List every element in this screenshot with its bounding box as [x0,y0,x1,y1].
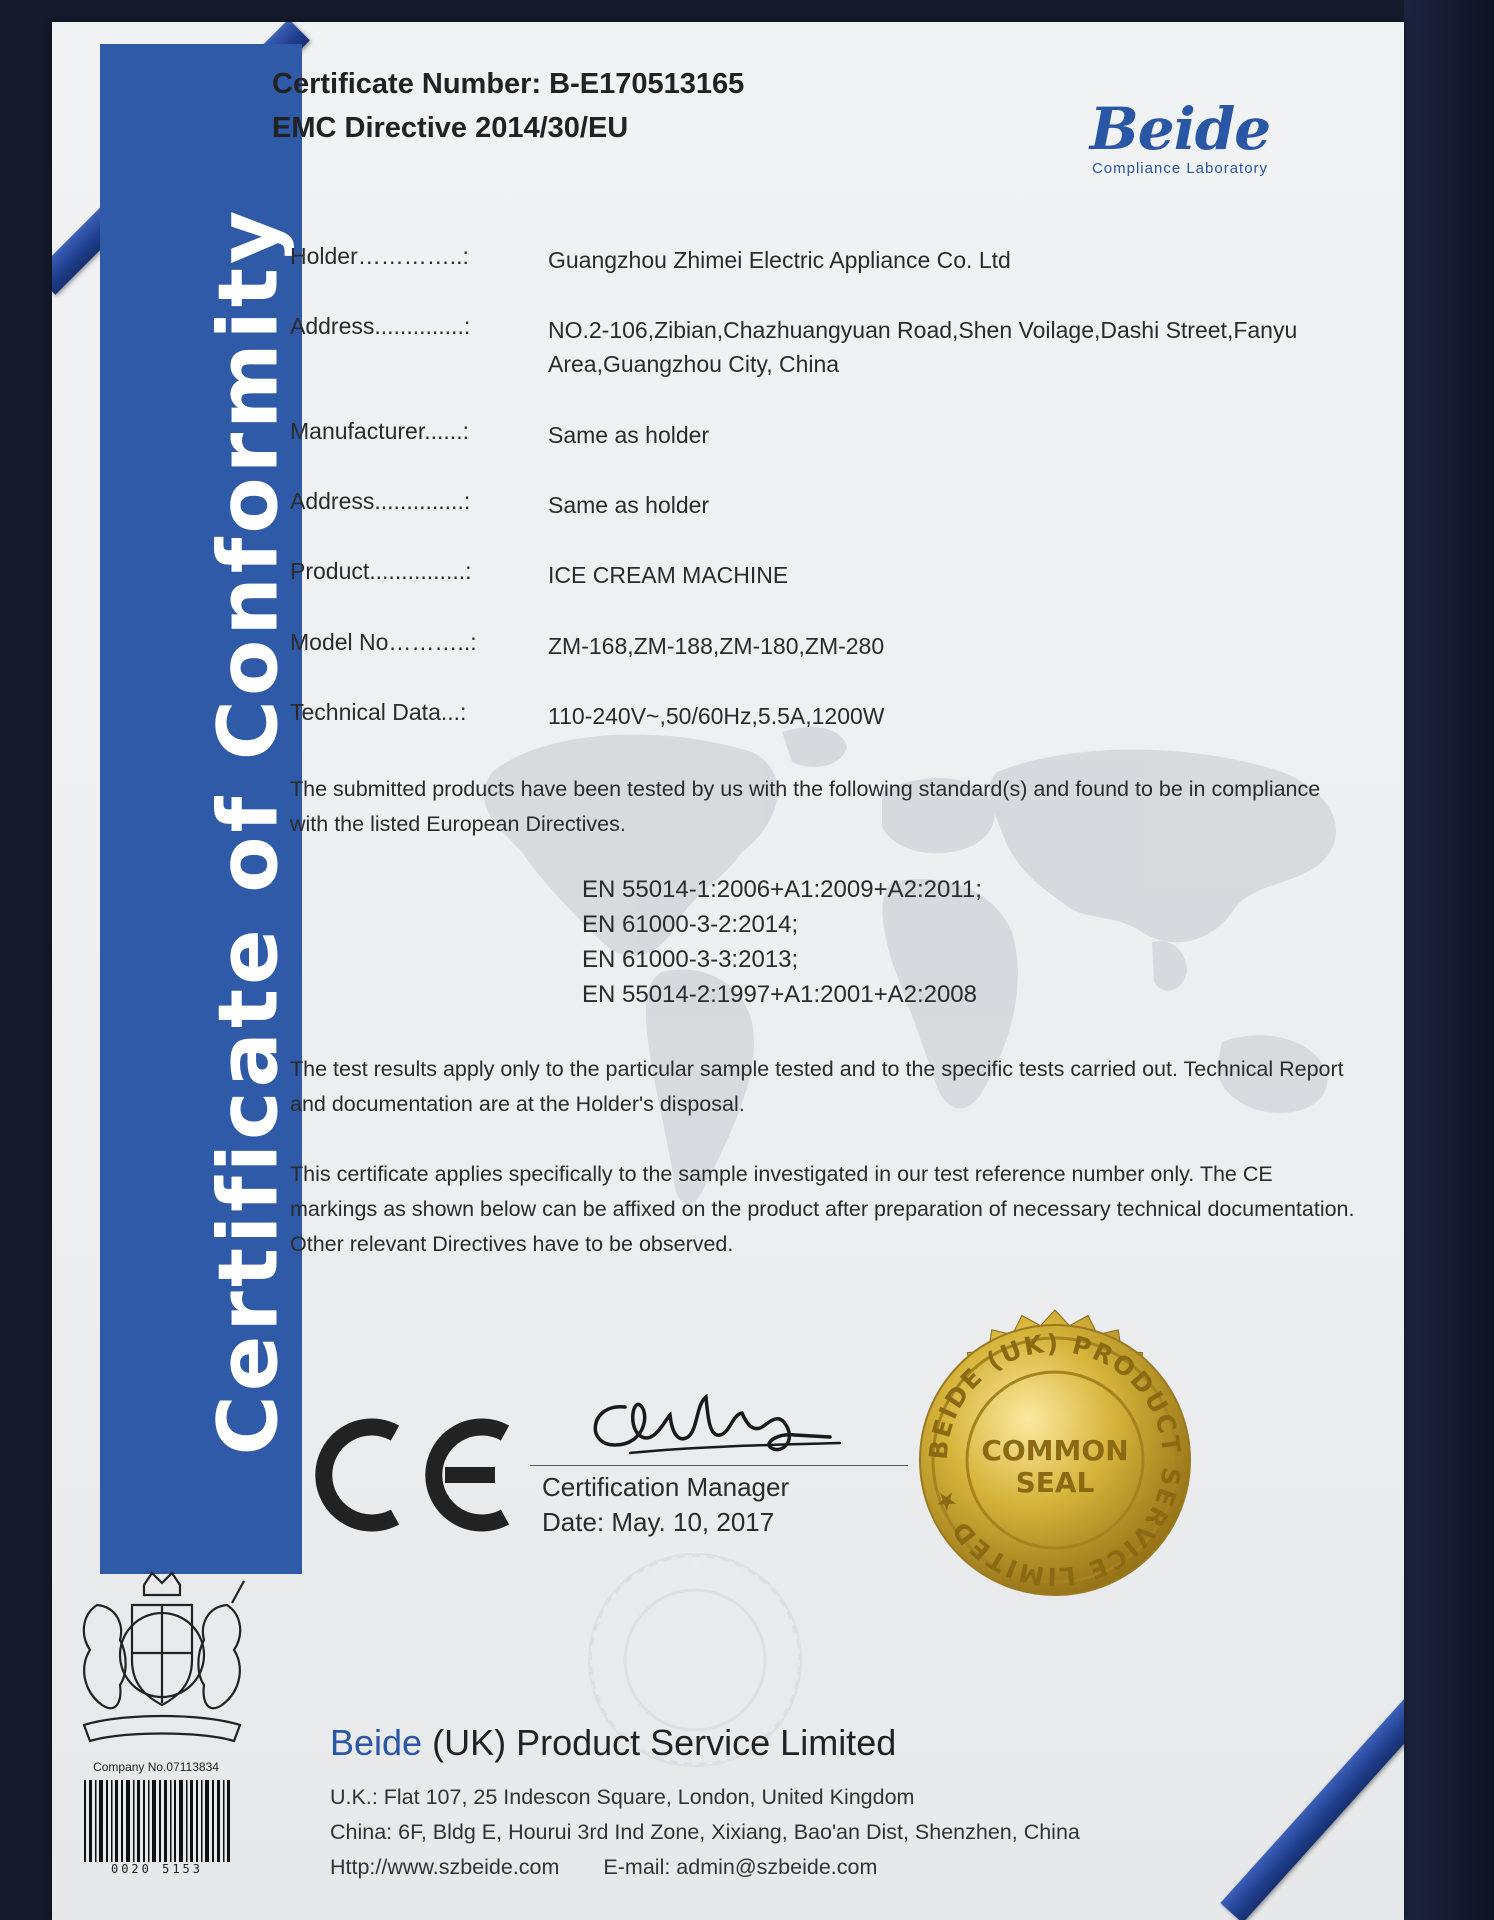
standards-list [582,872,982,1012]
field-value: Guangzhou Zhimei Electric Appliance Co. Ltd [548,247,1011,273]
certificate-number: Certificate Number: B-E170513165 [272,68,745,100]
field-label: Technical Data...: [290,699,467,725]
field-value: NO.2-106,Zibian,Chazhuangyuan Road,Shen Voilage,Dashi Street,Fanyu Area,Guangzhou City, China [548,317,1298,377]
field-label: Manufacturer......: [290,418,469,444]
ce-mark-icon [300,1405,530,1545]
seal-center-line1: COMMON [981,1434,1129,1467]
footer-brand: Beide [330,1722,423,1763]
field-value: Same as holder [548,492,710,518]
footer-website: Http://www.szbeide.com [330,1855,560,1879]
results-paragraph: The test results apply only to the particular sample tested and to the specific tests carried out. Technical Report and documentation are at the Holder's disposal. [290,1057,1344,1116]
field-label: Holder…………..: [290,243,469,269]
field-label: Product...............: [290,558,472,584]
footer-company-name [330,1722,896,1764]
field-value: ZM-168,ZM-188,ZM-180,ZM-280 [548,633,885,659]
footer-uk-address: U.K.: Flat 107, 25 Indescon Square, London, United Kingdom [330,1785,915,1809]
standard-item: EN 55014-1:2006+A1:2009+A2:2011; [582,876,982,903]
corner-ribbon-bottom-right [1220,1591,1404,1920]
certificate-date: Date: May. 10, 2017 [542,1507,775,1537]
field-value: Same as holder [548,422,710,448]
beide-logo [1060,95,1300,177]
barcode-number: 0020 5153 [110,1862,204,1876]
signature-line [530,1465,908,1466]
signature-block [542,1470,789,1540]
field-label: Address..............: [290,488,471,514]
signature-icon [570,1385,880,1470]
barcode-icon [84,1780,230,1862]
gold-seal-icon [895,1300,1215,1620]
side-title-bar [100,44,302,1574]
company-number: Company No.07113834 [93,1760,219,1774]
standard-item: EN 61000-3-3:2013; [582,946,799,973]
manager-title: Certification Manager [542,1472,790,1502]
standard-item: EN 61000-3-2:2014; [582,911,799,938]
seal-center-line2: SEAL [1015,1466,1095,1499]
footer-china-address: China: 6F, Bldg E, Hourui 3rd Ind Zone, Xixiang, Bao'an Dist, Shenzhen, China [330,1820,1080,1844]
footer-email: E-mail: admin@szbeide.com [603,1855,878,1879]
royal-coat-of-arms-icon [62,1565,262,1755]
directive-title: EMC Directive 2014/30/EU [272,112,629,144]
field-label: Model No………..: [290,629,477,655]
intro-paragraph: The submitted products have been tested by us with the following standard(s) and found to be in compliance with the listed European Directives. [290,777,1321,836]
scope-paragraph: This certificate applies specifically to the sample investigated in our test reference number only. The CE markings as shown below can be affixed on the product after preparation of necessary technical documentation. Other relevant Directives have to be observed. [290,1162,1355,1256]
field-value: ICE CREAM MACHINE [548,562,789,588]
logo-name: Beide [1089,95,1271,163]
folder-cover-right [1404,0,1494,1920]
field-value: 110-240V~,50/60Hz,5.5A,1200W [548,703,885,729]
side-title: Certificate of Conformity [201,206,297,1456]
footer-contact [330,1855,877,1880]
standard-item: EN 55014-2:1997+A1:2001+A2:2008 [582,981,978,1008]
footer-company-rest: (UK) Product Service Limited [422,1722,897,1763]
logo-subtitle: Compliance Laboratory [1091,160,1269,177]
seal-ring-text: BEIDE (UK) PRODUCT SERVICE LIMITED ★ [923,1328,1187,1592]
field-label: Address..............: [290,313,471,339]
